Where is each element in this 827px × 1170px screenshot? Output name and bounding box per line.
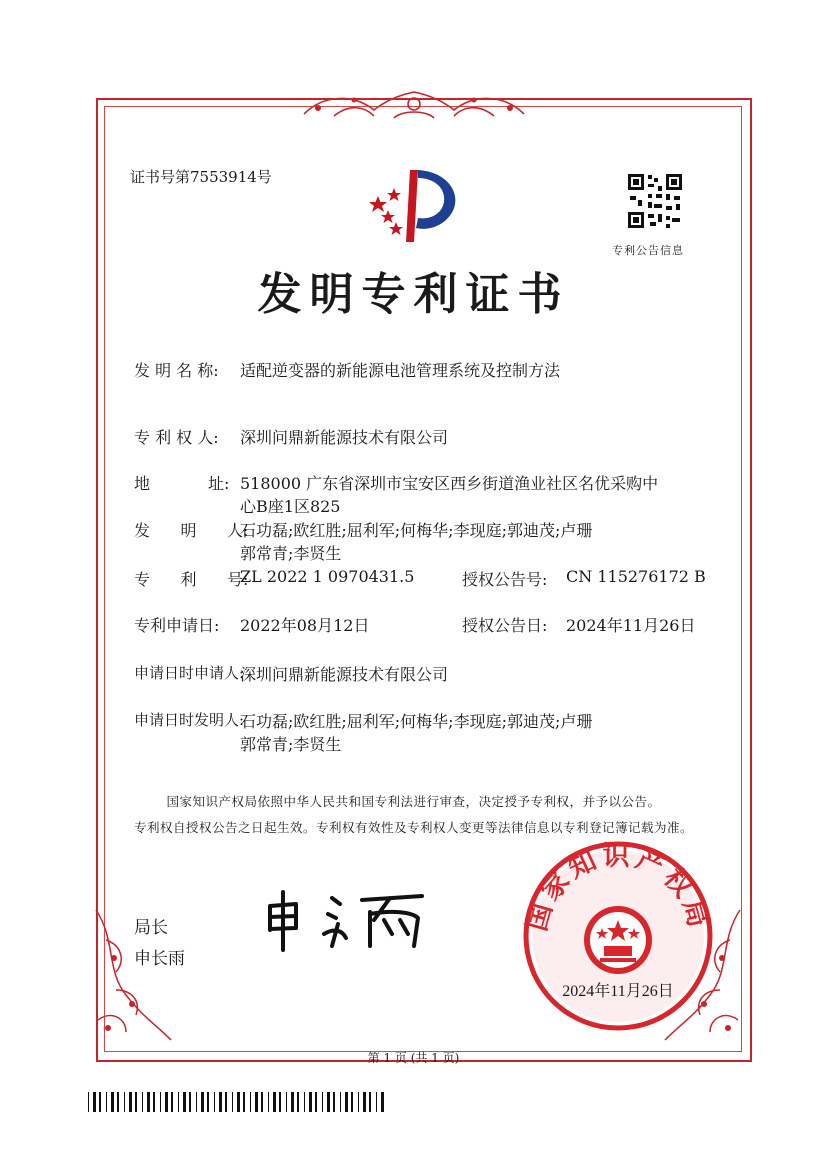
- barcode-bar: [147, 1092, 150, 1112]
- barcode-bar: [237, 1092, 240, 1112]
- barcode-bar: [376, 1092, 377, 1112]
- certificate-title: 发明专利证书: [257, 269, 570, 320]
- barcode-bar: [171, 1092, 173, 1112]
- director-title: 局长: [134, 918, 168, 938]
- inventor-at-filing-value-line1: 石功磊;欧红胜;屈利军;何梅华;李现庭;郭迪茂;卢珊: [240, 712, 593, 731]
- inventor-label: 发 明 人:: [134, 521, 249, 540]
- top-ornament: [294, 84, 534, 124]
- qr-label: 专利公告信息: [612, 244, 684, 257]
- certificate-number: 证书号第7553914号: [130, 168, 272, 186]
- page-number: 第 1 页 (共 1 页): [367, 1051, 460, 1065]
- address-value-line2: 心B座1区825: [240, 497, 341, 516]
- barcode-bar: [358, 1092, 359, 1112]
- address-label-2: 址:: [208, 474, 230, 493]
- barcode-bar: [369, 1092, 371, 1112]
- barcode-bar: [111, 1092, 114, 1112]
- barcode-bar: [261, 1092, 263, 1112]
- invention-name-value: 适配逆变器的新能源电池管理系统及控制方法: [240, 361, 561, 380]
- inventor-value-line2: 郭常青;李贤生: [240, 544, 342, 563]
- barcode-bar: [232, 1092, 233, 1112]
- notice-line-2: 专利权自授权公告之日起生效。专利权有效性及专利权人变更等法律信息以专利登记簿记载为准。: [133, 820, 693, 835]
- barcode-bar: [273, 1092, 276, 1112]
- barcode: [88, 1092, 388, 1112]
- barcode-bar: [160, 1092, 161, 1112]
- barcode-bar: [135, 1092, 137, 1112]
- barcode-bar: [304, 1092, 305, 1112]
- barcode-bar: [279, 1092, 281, 1112]
- barcode-bar: [327, 1092, 330, 1112]
- barcode-bar: [255, 1092, 258, 1112]
- patent-number-label: 专 利 号:: [134, 570, 249, 589]
- barcode-bar: [309, 1092, 312, 1112]
- barcode-bar: [219, 1092, 222, 1112]
- qr-code[interactable]: [626, 172, 684, 230]
- barcode-bar: [286, 1092, 287, 1112]
- svg-text:国家知识产权局: 国家知识产权局: [521, 841, 715, 935]
- barcode-bar: [178, 1092, 179, 1112]
- patent-number-value: ZL 2022 1 0970431.5: [240, 567, 415, 586]
- barcode-bar: [207, 1092, 209, 1112]
- barcode-bar: [297, 1092, 299, 1112]
- grant-pub-number-label: 授权公告号:: [462, 570, 548, 589]
- applicant-at-filing-value: 深圳问鼎新能源技术有限公司: [240, 665, 449, 684]
- svg-text:2024年11月26日: 2024年11月26日: [562, 983, 674, 1000]
- official-seal: [518, 836, 718, 1036]
- grant-pub-date-label: 授权公告日:: [462, 616, 548, 635]
- barcode-bar: [99, 1092, 101, 1112]
- patentee-value: 深圳问鼎新能源技术有限公司: [240, 428, 449, 447]
- notice-line-1: 国家知识产权局依照中华人民共和国专利法进行审查，决定授予专利权，并予以公告。: [166, 794, 661, 809]
- barcode-bar: [124, 1092, 125, 1112]
- director-name: 申长雨: [134, 949, 185, 969]
- barcode-bar: [88, 1092, 89, 1112]
- inventor-value-line1: 石功磊;欧红胜;屈利军;何梅华;李现庭;郭迪茂;卢珊: [240, 521, 593, 540]
- barcode-bar: [351, 1092, 353, 1112]
- barcode-bar: [142, 1092, 143, 1112]
- barcode-bar: [189, 1092, 191, 1112]
- barcode-bar: [201, 1092, 204, 1112]
- invention-name-label: 发 明 名 称:: [134, 361, 219, 380]
- cnipa-logo: [358, 162, 468, 252]
- barcode-bar: [214, 1092, 215, 1112]
- barcode-bar: [165, 1092, 168, 1112]
- barcode-bar: [268, 1092, 269, 1112]
- barcode-bar: [243, 1092, 245, 1112]
- barcode-bar: [340, 1092, 341, 1112]
- barcode-bar: [345, 1092, 348, 1112]
- barcode-bar: [322, 1092, 323, 1112]
- inventor-at-filing-value-line2: 郭常青;李贤生: [240, 735, 342, 754]
- barcode-bar: [225, 1092, 227, 1112]
- barcode-bar: [196, 1092, 197, 1112]
- barcode-bar: [93, 1092, 96, 1112]
- address-label-1: 地: [134, 474, 151, 493]
- barcode-bar: [153, 1092, 155, 1112]
- barcode-bar: [333, 1092, 335, 1112]
- patentee-label: 专 利 权 人:: [134, 428, 219, 447]
- filing-date-label: 专利申请日:: [134, 616, 220, 635]
- filing-date-value: 2022年08月12日: [240, 616, 370, 635]
- address-value-line1: 518000 广东省深圳市宝安区西乡街道渔业社区名优采购中: [240, 474, 659, 493]
- barcode-bar: [363, 1092, 366, 1112]
- grant-pub-number-value: CN 115276172 B: [566, 567, 706, 586]
- barcode-bar: [106, 1092, 107, 1112]
- barcode-bar: [250, 1092, 251, 1112]
- barcode-bar: [117, 1092, 119, 1112]
- barcode-bar: [291, 1092, 294, 1112]
- barcode-bar: [183, 1092, 186, 1112]
- barcode-bar: [315, 1092, 317, 1112]
- director-signature: [262, 884, 432, 954]
- inventor-at-filing-label: 申请日时发明人:: [134, 711, 245, 729]
- barcode-bar: [381, 1092, 384, 1112]
- applicant-at-filing-label: 申请日时申请人:: [134, 664, 245, 682]
- grant-pub-date-value: 2024年11月26日: [566, 616, 696, 635]
- barcode-bar: [129, 1092, 132, 1112]
